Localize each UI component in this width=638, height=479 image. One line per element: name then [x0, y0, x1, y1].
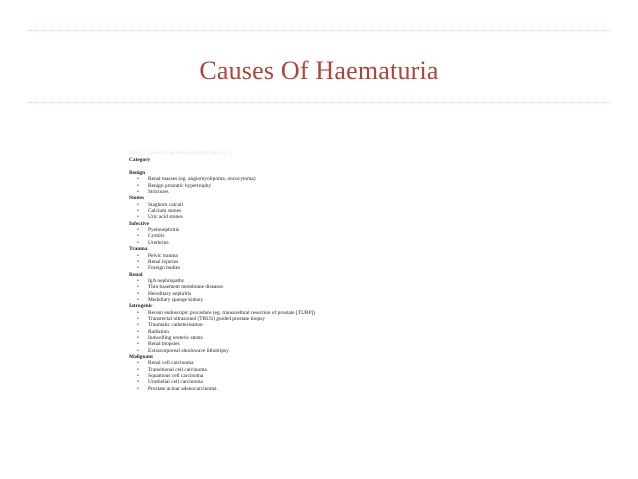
list-item-text: Medullary sponge kidney [148, 296, 204, 303]
bullet-icon: • [137, 214, 139, 221]
faint-table-caption: Table 1: Causes of haematuria (adapted from ref. 1) [129, 151, 233, 156]
list-item-text: Traumatic catheterisation [148, 322, 203, 329]
title-divider [28, 102, 610, 103]
bullet-icon: • [137, 265, 139, 272]
list-item-text: Pyelonephritis [148, 227, 180, 234]
list-item-text: Prostate acinar adenocarcinoma [148, 385, 217, 392]
bullet-icon: • [137, 189, 139, 196]
list-item-text: Thin basement membrane diseases [148, 284, 223, 291]
bullet-icon: • [137, 258, 139, 265]
bullet-icon: • [137, 347, 139, 354]
bullet-icon: • [137, 366, 139, 373]
group-heading: Trauma [129, 246, 148, 253]
group-heading: Stones [129, 195, 144, 202]
list-item [129, 240, 549, 246]
bullet-icon: • [137, 315, 139, 322]
list-item-text: Urethritis [148, 239, 169, 246]
group-heading: Benign [129, 170, 146, 177]
bullet-icon: • [137, 296, 139, 303]
list-item-text: Uric acid stones [148, 214, 183, 221]
cause-group-benign [129, 170, 549, 195]
list-item-text: Renal cell carcinoma [148, 360, 194, 367]
list-item-text: Indwelling ureteric stents [148, 334, 203, 341]
cause-group-infective [129, 221, 549, 246]
bullet-icon: • [137, 385, 139, 392]
bullet-icon: • [137, 239, 139, 246]
bullet-icon: • [137, 176, 139, 183]
list-item-text: Squamous cell carcinoma [148, 373, 204, 380]
group-heading: Malignant [129, 354, 153, 360]
group-heading: Infective [129, 220, 150, 227]
cause-group-renal [129, 272, 549, 304]
list-item-text: Transrectal ultrasound (TRUS) guided prostate biopsy [148, 315, 266, 322]
list-item [129, 348, 549, 354]
cause-groups [129, 170, 549, 392]
bullet-icon: • [137, 309, 139, 316]
list-item-text: Radiation [148, 328, 169, 335]
list-item-text: Renal masses (eg. angiomyolipoma, oncocytoma) [148, 176, 256, 183]
slide-title: Causes Of Haematuria [199, 56, 439, 85]
list-item [129, 189, 549, 195]
cause-group-trauma [129, 246, 549, 271]
cause-group-iatrogenic [129, 303, 549, 354]
bullet-icon: • [137, 233, 139, 240]
cause-group-malignant [129, 354, 549, 392]
list-item-text: Staghorn calculi [148, 201, 184, 208]
list-item-text: Calcium stones [148, 208, 182, 215]
bullet-icon: • [137, 227, 139, 234]
list-item [129, 386, 549, 392]
bullet-icon: • [137, 284, 139, 291]
bullet-icon: • [137, 322, 139, 329]
bullet-icon: • [137, 290, 139, 297]
top-divider [28, 30, 610, 31]
cause-group-stones [129, 195, 549, 220]
bullet-icon: • [137, 252, 139, 259]
list-item-text: Benign prostatic hypertrophy [148, 182, 212, 189]
list-item [129, 265, 549, 271]
bullet-icon: • [137, 360, 139, 367]
list-item-text: Hereditary nephritis [148, 290, 192, 297]
category-header: Category [129, 157, 151, 164]
group-heading: Renal [129, 271, 143, 278]
haematuria-causes-list [129, 151, 549, 392]
list-item-text: Recent endoscopic procedure (eg. transurethral resection of prostate [TURP]) [148, 309, 316, 316]
list-item-text: Foreign bodies [148, 265, 181, 272]
bullet-icon: • [137, 208, 139, 215]
list-item-text: Cystitis [148, 233, 165, 240]
list-item [129, 214, 549, 220]
bullet-icon: • [137, 182, 139, 189]
list-item-text: IgA nephropathy [148, 277, 185, 284]
bullet-icon: • [137, 379, 139, 386]
list-item-text: Pelvic trauma [148, 252, 178, 259]
list-item-text: Renal injuries [148, 258, 179, 265]
list-item-text: Strictures [148, 189, 169, 196]
list-item-text: Urothelial cell carcinoma [148, 379, 203, 386]
bullet-icon: • [137, 277, 139, 284]
bullet-icon: • [137, 373, 139, 380]
bullet-icon: • [137, 328, 139, 335]
group-heading: Iatrogenic [129, 303, 153, 310]
list-item [129, 297, 549, 303]
bullet-icon: • [137, 341, 139, 348]
list-item-text: Transitional cell carcinoma [148, 366, 207, 373]
list-item-text: Renal biopsies [148, 341, 180, 348]
bullet-icon: • [137, 334, 139, 341]
list-item-text: Extracorporeal shockwave lithotripsy [148, 347, 229, 354]
bullet-icon: • [137, 201, 139, 208]
